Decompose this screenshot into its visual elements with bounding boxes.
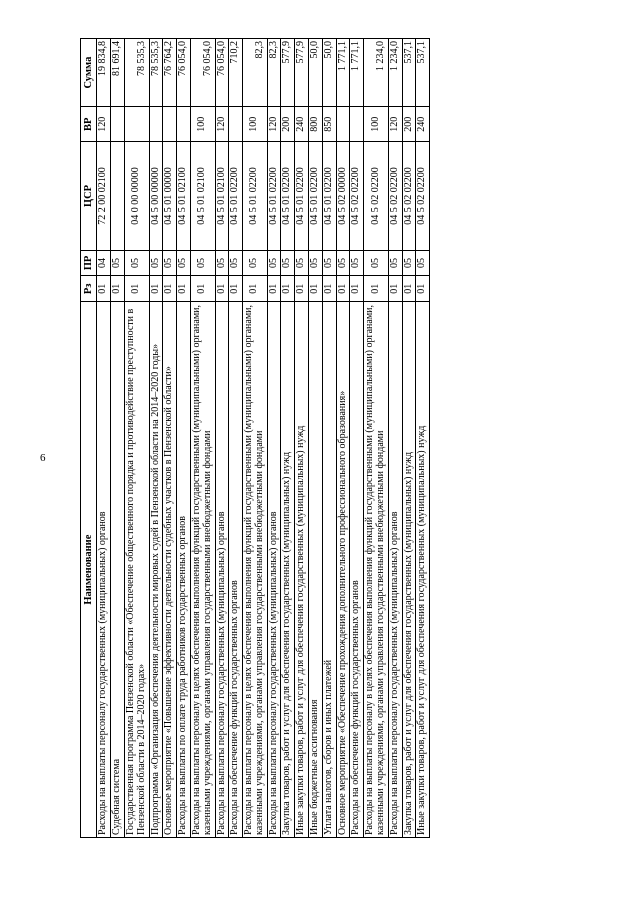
cell-pr: 05: [322, 250, 336, 276]
cell-name: Судебная система: [111, 302, 125, 838]
cell-name: Государственная программа Пензенской области «Обеспечение общественного порядка и противодействие преступности в Пензенской области в 2014–2020 годах»: [124, 302, 149, 838]
cell-name: Расходы на выплаты персоналу государственных (муниципальных) органов: [388, 302, 402, 838]
table-row: [243, 39, 268, 838]
cell-rz: 01: [295, 276, 309, 302]
cell-pr: 05: [163, 250, 177, 276]
cell-sum: 82,3: [243, 39, 268, 107]
cell-vr: 200: [281, 107, 295, 142]
cell-name: Расходы на выплаты персоналу в целях обеспечения выполнения функций государственными (муниципальными) органами, казенными учреждениями, органами управления государственными внебюджетными фондами: [190, 302, 215, 838]
cell-csr: 04 5 01 00000: [163, 142, 177, 250]
header-vr: ВР: [81, 107, 97, 142]
cell-name: Расходы на выплаты по оплате труда работников государственных органов: [177, 302, 191, 838]
cell-rz: 01: [350, 276, 364, 302]
table-row: [215, 39, 229, 838]
cell-vr: 120: [267, 107, 281, 142]
cell-csr: 72 2 00 02100: [97, 142, 111, 250]
cell-csr: 04 5 01 02200: [295, 142, 309, 250]
cell-vr: [111, 107, 125, 142]
table-row: [190, 39, 215, 838]
table-header-row: [81, 39, 97, 838]
cell-pr: 05: [243, 250, 268, 276]
cell-pr: 04: [97, 250, 111, 276]
cell-pr: 05: [267, 250, 281, 276]
cell-pr: 05: [229, 250, 243, 276]
cell-rz: 01: [111, 276, 125, 302]
cell-rz: 01: [97, 276, 111, 302]
cell-vr: [163, 107, 177, 142]
table-row: [97, 39, 111, 838]
cell-sum: 50,0: [309, 39, 323, 107]
cell-sum: 710,2: [229, 39, 243, 107]
cell-sum: 82,3: [267, 39, 281, 107]
table-row: [402, 39, 416, 838]
cell-sum: 577,9: [295, 39, 309, 107]
cell-rz: 01: [215, 276, 229, 302]
cell-name: Расходы на обеспечение функций государственных органов: [229, 302, 243, 838]
cell-rz: 01: [336, 276, 350, 302]
table-row: [388, 39, 402, 838]
cell-sum: 537,1: [402, 39, 416, 107]
cell-vr: 100: [243, 107, 268, 142]
header-rz: Рз: [81, 276, 97, 302]
cell-name: Уплата налогов, сборов и иных платежей: [322, 302, 336, 838]
cell-rz: 01: [322, 276, 336, 302]
cell-vr: 240: [416, 107, 430, 142]
cell-name: Закупка товаров, работ и услуг для обеспечения государственных (муниципальных) нужд: [281, 302, 295, 838]
page-number: 6: [40, 452, 46, 464]
cell-vr: 240: [295, 107, 309, 142]
cell-sum: 78 535,3: [124, 39, 149, 107]
cell-rz: 01: [388, 276, 402, 302]
cell-sum: 1 771,1: [336, 39, 350, 107]
cell-name: Иные бюджетные ассигнования: [309, 302, 323, 838]
cell-vr: [229, 107, 243, 142]
header-sum: Сумма: [81, 39, 97, 107]
cell-name: Основное мероприятие «Повышение эффективности деятельности судебных участков в Пензенской области»: [163, 302, 177, 838]
cell-rz: 01: [281, 276, 295, 302]
cell-vr: 120: [388, 107, 402, 142]
cell-name: Расходы на выплаты персоналу государственных (муниципальных) органов: [267, 302, 281, 838]
cell-vr: 100: [364, 107, 389, 142]
budget-table: [80, 38, 430, 838]
cell-pr: 05: [177, 250, 191, 276]
cell-csr: 04 5 02 00000: [336, 142, 350, 250]
cell-csr: 04 5 02 02200: [388, 142, 402, 250]
cell-vr: 120: [97, 107, 111, 142]
cell-csr: [111, 142, 125, 250]
table-row: [295, 39, 309, 838]
cell-pr: 05: [350, 250, 364, 276]
cell-sum: 78 535,3: [149, 39, 163, 107]
cell-rz: 01: [243, 276, 268, 302]
cell-name: Основное мероприятие «Обеспечение прохождения дополнительного профессионального образования»: [336, 302, 350, 838]
cell-pr: 05: [190, 250, 215, 276]
cell-rz: 01: [163, 276, 177, 302]
cell-vr: [336, 107, 350, 142]
cell-name: Расходы на выплаты персоналу государственных (муниципальных) органов: [97, 302, 111, 838]
cell-pr: 05: [336, 250, 350, 276]
cell-csr: 04 5 01 02200: [322, 142, 336, 250]
cell-csr: 04 5 02 02200: [364, 142, 389, 250]
cell-vr: 100: [190, 107, 215, 142]
cell-vr: [350, 107, 364, 142]
cell-csr: 04 5 01 02100: [190, 142, 215, 250]
cell-pr: 05: [295, 250, 309, 276]
cell-rz: 01: [177, 276, 191, 302]
cell-vr: 800: [309, 107, 323, 142]
table-row: [149, 39, 163, 838]
cell-rz: 01: [402, 276, 416, 302]
cell-rz: 01: [364, 276, 389, 302]
cell-sum: 1 771,1: [350, 39, 364, 107]
cell-csr: 04 5 01 02200: [309, 142, 323, 250]
cell-name: Закупка товаров, работ и услуг для обеспечения государственных (муниципальных) нужд: [402, 302, 416, 838]
cell-vr: [177, 107, 191, 142]
table-row: [163, 39, 177, 838]
cell-pr: 05: [281, 250, 295, 276]
table-body: [97, 39, 430, 838]
cell-sum: 50,0: [322, 39, 336, 107]
header-pr: ПР: [81, 250, 97, 276]
cell-csr: 04 5 01 02200: [229, 142, 243, 250]
table-row: [336, 39, 350, 838]
cell-csr: 04 5 01 02200: [243, 142, 268, 250]
table-row: [281, 39, 295, 838]
cell-vr: [149, 107, 163, 142]
cell-sum: 19 834,8: [97, 39, 111, 107]
cell-sum: 537,1: [416, 39, 430, 107]
cell-name: Расходы на обеспечение функций государственных органов: [350, 302, 364, 838]
cell-pr: 05: [388, 250, 402, 276]
cell-csr: 04 5 01 02100: [215, 142, 229, 250]
cell-csr: 04 5 02 02200: [402, 142, 416, 250]
cell-sum: 76 054,0: [190, 39, 215, 107]
cell-csr: 04 5 00 00000: [149, 142, 163, 250]
table-row: [309, 39, 323, 838]
header-name: Наименование: [81, 302, 97, 838]
cell-vr: [124, 107, 149, 142]
cell-rz: 01: [149, 276, 163, 302]
cell-sum: 76 054,0: [215, 39, 229, 107]
cell-sum: 76 764,2: [163, 39, 177, 107]
table-row: [267, 39, 281, 838]
cell-sum: 81 691,4: [111, 39, 125, 107]
cell-pr: 05: [416, 250, 430, 276]
cell-rz: 01: [124, 276, 149, 302]
cell-name: Расходы на выплаты персоналу государственных (муниципальных) органов: [215, 302, 229, 838]
cell-pr: 05: [124, 250, 149, 276]
cell-name: Расходы на выплаты персоналу в целях обеспечения выполнения функций государственными (муниципальными) органами, казенными учреждениями, органами управления государственными внебюджетными фондами: [364, 302, 389, 838]
cell-name: Иные закупки товаров, работ и услуг для обеспечения государственных (муниципальных) нужд: [295, 302, 309, 838]
cell-csr: 04 5 01 02200: [281, 142, 295, 250]
table-row: [322, 39, 336, 838]
cell-pr: 05: [215, 250, 229, 276]
cell-csr: 04 5 01 02200: [267, 142, 281, 250]
cell-pr: 05: [149, 250, 163, 276]
cell-name: Расходы на выплаты персоналу в целях обеспечения выполнения функций государственными (муниципальными) органами, казенными учреждениями, органами управления государственными внебюджетными фондами: [243, 302, 268, 838]
cell-pr: 05: [402, 250, 416, 276]
cell-csr: 04 5 01 02100: [177, 142, 191, 250]
cell-pr: 05: [309, 250, 323, 276]
cell-name: Иные закупки товаров, работ и услуг для обеспечения государственных (муниципальных) нужд: [416, 302, 430, 838]
table-row: [350, 39, 364, 838]
cell-sum: 76 054,0: [177, 39, 191, 107]
header-csr: ЦСР: [81, 142, 97, 250]
table-row: [124, 39, 149, 838]
cell-pr: 05: [364, 250, 389, 276]
cell-csr: 04 0 00 00000: [124, 142, 149, 250]
table-row: [111, 39, 125, 838]
table-row: [364, 39, 389, 838]
cell-rz: 01: [416, 276, 430, 302]
cell-name: Подпрограмма «Организация обеспечения деятельности мировых судей в Пензенской области на 2014–2020 годы»: [149, 302, 163, 838]
cell-sum: 577,9: [281, 39, 295, 107]
cell-sum: 1 234,0: [364, 39, 389, 107]
cell-sum: 1 234,0: [388, 39, 402, 107]
budget-table-wrapper: [80, 38, 625, 838]
cell-csr: 04 5 02 02200: [416, 142, 430, 250]
cell-rz: 01: [229, 276, 243, 302]
table-row: [177, 39, 191, 838]
table-row: [416, 39, 430, 838]
cell-vr: 200: [402, 107, 416, 142]
table-row: [229, 39, 243, 838]
cell-vr: 850: [322, 107, 336, 142]
cell-rz: 01: [267, 276, 281, 302]
cell-pr: 05: [111, 250, 125, 276]
cell-rz: 01: [309, 276, 323, 302]
cell-rz: 01: [190, 276, 215, 302]
cell-csr: 04 5 02 02200: [350, 142, 364, 250]
cell-vr: 120: [215, 107, 229, 142]
